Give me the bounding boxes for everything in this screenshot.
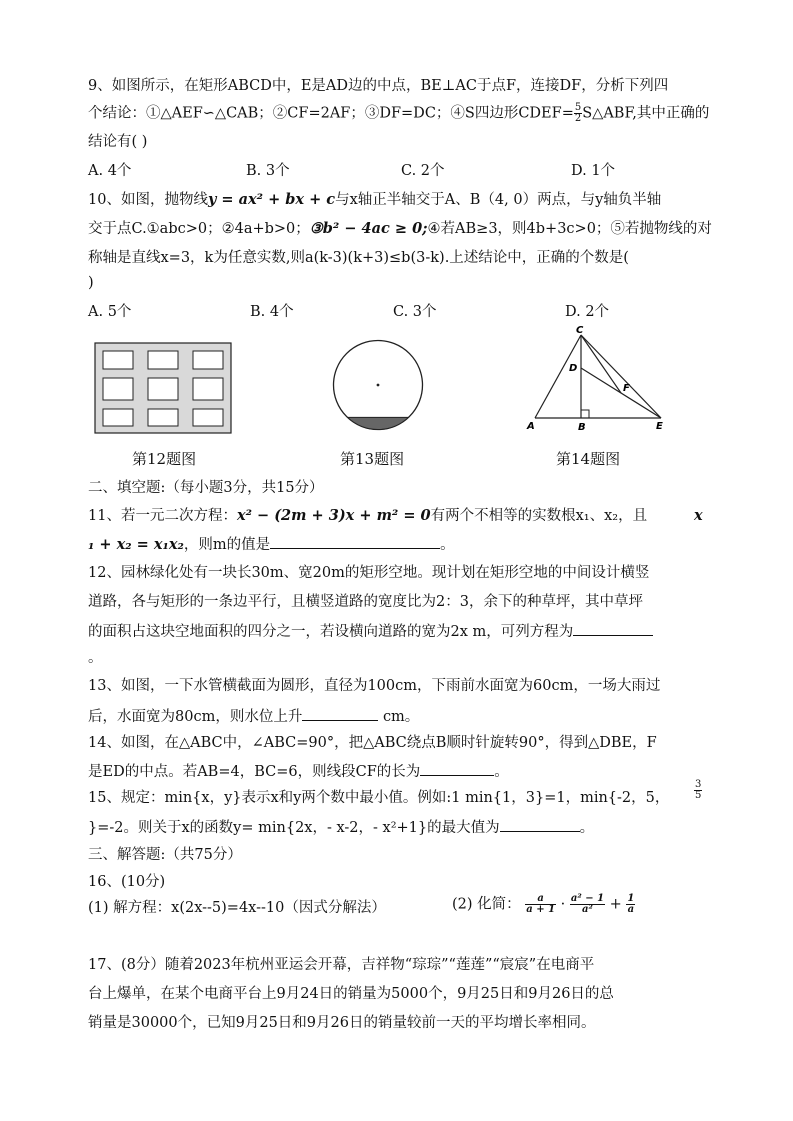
q11-line1-tail: 有两个不相等的实数根x₁、x₂，且: [430, 508, 648, 524]
q15-line2-end: 。: [579, 820, 595, 836]
q11-line1-x: x: [694, 507, 703, 524]
q9-line2: [88, 103, 709, 124]
section-3-heading: 三、解答题:（共75分）: [88, 847, 242, 863]
q9-line1: 9、如图所示，在矩形ABCD中，E是AD边的中点，BE⊥AC于点F，连接DF，分析下列四: [88, 78, 669, 94]
section-2-heading: 二、填空题:（每小题3分，共15分）: [88, 480, 324, 496]
q9-line3: 结论有( ): [88, 134, 148, 150]
q11-equation: x² − (2m + 3)x + m² = 0: [236, 507, 431, 524]
q10-line3: 称轴是直线x=3，k为任意实数,则a(k-3)(k+3)≤b(3-k).上述结论中，正确的个数是(: [88, 250, 629, 266]
q15-frac-den: 5: [695, 790, 702, 801]
q11-line1-text: 11、若一元二次方程：: [88, 508, 237, 524]
figure-14-caption: 第14题图: [556, 450, 621, 468]
q17-line1: 17、(8分）随着2023年杭州亚运会开幕，吉祥物“琮琮”“莲莲”“宸宸”在电商平: [88, 957, 595, 973]
q15-line1-text: 15、规定：min{x，y}表示x和y两个数中最小值。例如:1 min{1，3}=1，min{-2，5，: [88, 790, 670, 806]
q10-line1-text: 10、如图，抛物线: [88, 192, 208, 208]
q16-frac1-den: a + 1: [526, 904, 556, 915]
q16-frac1-num: a: [525, 894, 556, 905]
q9-frac-den: 2: [574, 113, 582, 124]
q11-condition: ₁ + x₂ = x₁x₂: [88, 536, 184, 553]
q9-option-a: A. 4个: [88, 163, 132, 179]
q10-option-b: B. 4个: [250, 304, 294, 320]
figure-13-pipe-circle: [332, 339, 424, 431]
q9-line2-tail: S△ABF,其中正确的: [582, 105, 710, 122]
q16-plus: +: [609, 896, 622, 913]
q10-discriminant: ③b² − 4ac ≥ 0;: [309, 220, 428, 237]
q12-answer-blank[interactable]: [573, 620, 653, 636]
label-f: F: [623, 383, 630, 394]
q10-line4: ): [88, 275, 94, 291]
label-c: C: [576, 325, 584, 336]
q14-line2-text: 是ED的中点。若AB=4，BC=6，则线段CF的长为: [88, 764, 421, 780]
q15-line2: [88, 816, 594, 838]
label-e: E: [656, 421, 663, 432]
q11-line2-end: 。: [440, 537, 455, 553]
q10-line1-tail: 与x轴正半轴交于A、B（4, 0）两点，与y轴负半轴: [335, 192, 662, 208]
label-d: D: [569, 363, 578, 374]
q10-option-d: D. 2个: [565, 304, 610, 320]
q16-heading: 16、(10分): [88, 874, 166, 890]
q9-line2-text: 个结论：①△AEF∽△CAB；②CF=2AF；③DF=DC；④S四边形CDEF=: [88, 105, 574, 122]
q13-unit: cm。: [382, 709, 420, 725]
figure-13-caption: 第13题图: [340, 450, 405, 468]
q14-answer-blank[interactable]: [420, 760, 494, 776]
q14-line2-end: 。: [494, 764, 509, 780]
q12-line2: 道路，各与矩形的一条边平行，且横竖道路的宽度比为2：3，余下的种草坪，其中草坪: [88, 594, 643, 610]
q15-line1: [88, 788, 669, 808]
q9-option-d: D. 1个: [571, 163, 616, 179]
q12-line4: 。: [88, 650, 103, 666]
q13-answer-blank[interactable]: [302, 705, 378, 721]
q16-frac2: [570, 894, 605, 915]
q11-line2-text: ，则m的值是: [183, 537, 271, 553]
q9-option-c: C. 2个: [401, 163, 445, 179]
q16-part1: (1) 解方程：x(2x--5)=4x--10（因式分解法）: [88, 900, 386, 916]
q13-line1: 13、如图，一下水管横截面为圆形，直径为100cm，下雨前水面宽为60cm，一场大雨过: [88, 678, 661, 694]
figure-12-caption: 第12题图: [132, 450, 197, 468]
q11-line1: [88, 506, 647, 526]
figure-12-grid-roads: [95, 343, 231, 433]
q12-line3: [88, 620, 653, 642]
q10-formula: y = ax² + bx + c: [207, 191, 336, 208]
q16-dot: ·: [560, 896, 566, 913]
figure-14-triangles: [520, 325, 670, 435]
q12-line1: 12、园林绿化处有一块长30m、宽20m的矩形空地。现计划在矩形空地的中间设计横竖: [88, 565, 650, 581]
q14-line1: 14、如图，在△ABC中，∠ABC=90°，把△ABC绕点B顺时针旋转90°，得到△DBE，F: [88, 735, 657, 751]
q11-line2: [88, 533, 455, 555]
q16-frac3: [626, 894, 635, 915]
q15-line2-text: }=-2。则关于x的函数y= min{2x，- x-2，- x²+1}的最大值为: [88, 820, 500, 836]
q12-line3-text: 的面积占这块空地面积的四分之一，若设横向道路的宽为2x m，可列方程为: [88, 624, 574, 640]
q16-frac2-num: a² − 1: [570, 893, 605, 904]
q15-fraction: [694, 780, 702, 801]
q10-line2-tail: ④若AB≥3，则4b+3c>0；⑤若抛物线的对: [427, 221, 712, 237]
q16-frac2-den: a²: [582, 904, 593, 915]
q10-option-a: A. 5个: [88, 304, 132, 320]
label-a: A: [527, 421, 535, 432]
q10-option-c: C. 3个: [393, 304, 437, 320]
q16-part2: [452, 894, 635, 915]
q9-fraction: [574, 103, 582, 124]
label-b: B: [578, 422, 586, 433]
q10-line1: [88, 190, 661, 210]
q16-frac3-den: a: [627, 904, 635, 915]
q9-option-b: B. 3个: [246, 163, 290, 179]
q16-frac1: [525, 894, 556, 915]
q15-frac-num: 3: [695, 779, 702, 790]
q9-frac-num: 5: [574, 102, 582, 113]
q15-answer-blank[interactable]: [500, 816, 580, 832]
q10-line2: [88, 219, 712, 239]
q16-frac3-num: 1: [627, 893, 635, 904]
q17-line2: 台上爆单，在某个电商平台上9月24日的销量为5000个，9月25日和9月26日的总: [88, 986, 614, 1002]
q11-answer-blank[interactable]: [270, 533, 440, 549]
q13-line2-text: 后，水面宽为80cm，则水位上升: [88, 709, 303, 725]
q13-line2: [88, 705, 419, 727]
q14-line2: [88, 760, 509, 782]
q10-line2-text: 交于点C.①abc>0；②4a+b>0；: [88, 221, 310, 237]
q17-line3: 销量是30000个，已知9月25日和9月26日的销量较前一天的平均增长率相同。: [88, 1015, 596, 1031]
q16-part2-label: (2) 化简：: [452, 896, 521, 913]
